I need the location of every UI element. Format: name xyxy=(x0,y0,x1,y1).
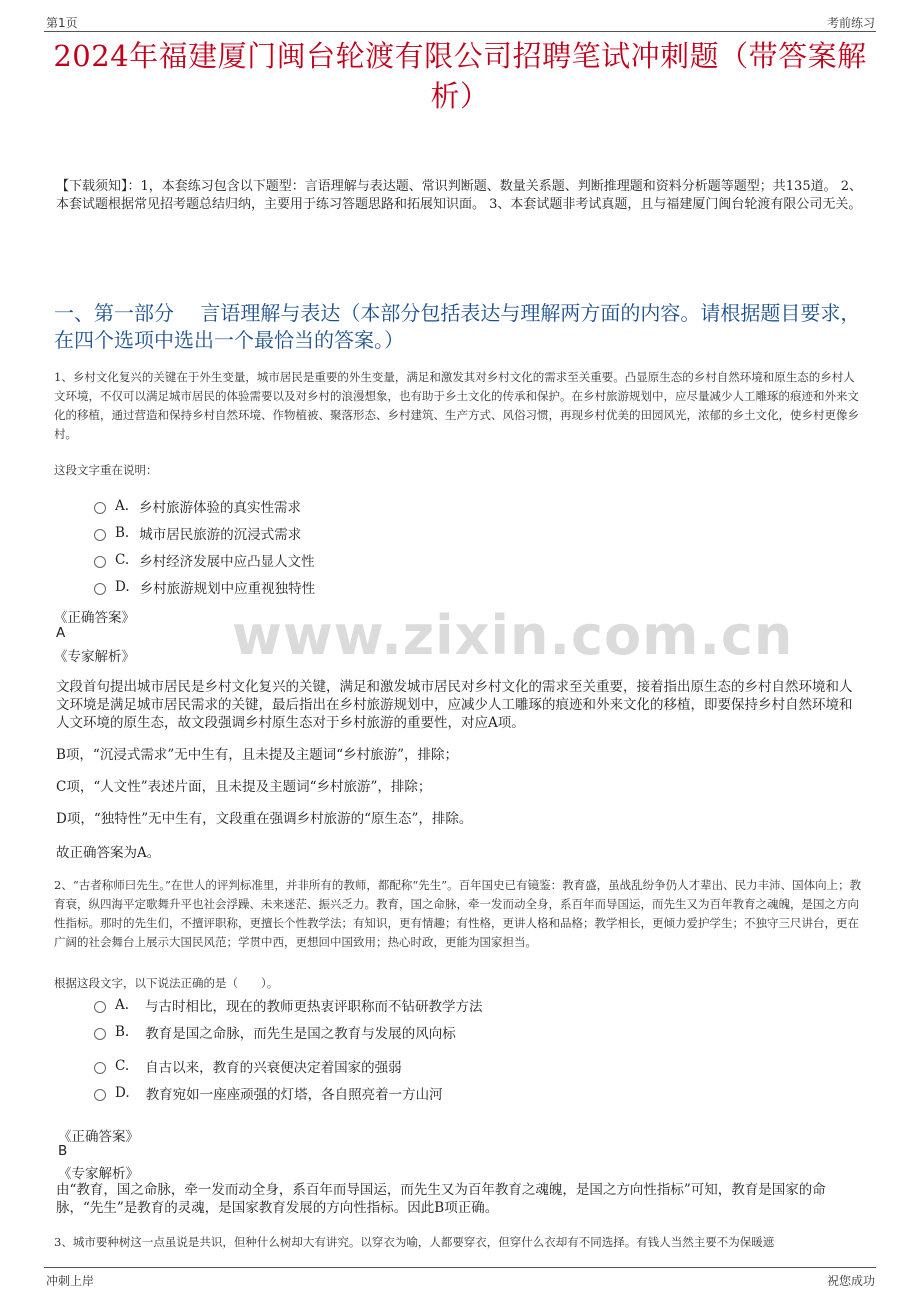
page-title: 2024年福建厦门闽台轮渡有限公司招聘笔试冲刺题（带答案解析） xyxy=(53,39,867,113)
q1-analysis-d: D项，“独特性”无中生有，文段重在强调乡村旅游的“原生态”，排除。 xyxy=(56,811,473,827)
q1-answer: A xyxy=(56,625,66,641)
radio-icon[interactable] xyxy=(94,556,106,568)
radio-icon[interactable] xyxy=(94,502,106,514)
q1-analysis-c: C项，“人文性”表述片面，且未提及主题词“乡村旅游”，排除； xyxy=(56,779,432,795)
q1-conclusion: 故正确答案为A。 xyxy=(56,845,161,861)
q2-analysis: 由“教育，国之命脉，牵一发而动全身，系百年而导国运，而先生又为百年教育之魂魄，是国之方向性指标”可知，教育是国家的命脉，“先生”是教育的灵魂，是国家教育发展的方向性指标。因此B项正确。 xyxy=(56,1182,826,1216)
q2-option-b[interactable]: B. 教育是国之命脉，而先生是国之教育与发展的风向标 xyxy=(94,1022,456,1042)
radio-icon[interactable] xyxy=(94,529,106,541)
q2-answer: B xyxy=(58,1143,68,1159)
q1-option-c[interactable]: C. 乡村经济发展中应凸显人文性 xyxy=(94,550,315,570)
q1-option-d[interactable]: D. 乡村旅游规划中应重视独特性 xyxy=(94,577,315,597)
q1-analysis-b: B项，“沉浸式需求”无中生有，且未提及主题词“乡村旅游”，排除； xyxy=(56,747,459,763)
header-rule xyxy=(44,31,876,32)
q1-option-b[interactable]: B. 城市居民旅游的沉浸式需求 xyxy=(94,523,301,543)
radio-icon[interactable] xyxy=(94,1028,106,1040)
q2-option-a[interactable]: A. 与古时相比，现在的教师更热衷评职称而不钻研教学方法 xyxy=(94,995,483,1015)
q2-option-c[interactable]: C. 自古以来，教育的兴衰便决定着国家的强弱 xyxy=(94,1056,402,1076)
q1-analysis-label: 《专家解析》 xyxy=(54,649,135,665)
page-number: 第1页 xyxy=(46,16,78,30)
footer-right: 祝您成功 xyxy=(826,1274,875,1288)
footer-left: 冲刺上岸 xyxy=(46,1274,95,1288)
watermark: www.zixin.com.cn xyxy=(232,604,794,667)
q1-answer-label: 《正确答案》 xyxy=(54,610,135,626)
radio-icon[interactable] xyxy=(94,1001,106,1013)
q1-analysis-main: 文段首句提出城市居民是乡村文化复兴的关键，满足和激发城市居民对乡村文化的需求至关重要，接着指出原生态的乡村自然环境和人文环境是满足城市居民需求的关键，最后指出在乡村旅游规划中，应减少人工雕琢的痕迹和外来文化的移植，即要保持乡村自然环境和人文环境的原生态，故文段强调乡村原生态对于乡村旅游的重要性，对应A项。 xyxy=(56,679,853,731)
question-2-prompt: 根据这段文字，以下说法正确的是（ ）。 xyxy=(54,976,279,990)
footer-rule xyxy=(44,1267,876,1268)
section-heading: 一、第一部分 言语理解与表达（本部分包括表达与理解两方面的内容。请根据题目要求，在四个选项中选出一个最恰当的答案。） xyxy=(54,301,861,352)
download-notice: 【下载须知】：1，本套练习包含以下题型：言语理解与表达题、常识判断题、数量关系题、判断推理题和资料分析题等题型；共135道。 2、本套试题根据常见招考题总结归纳，主要用于练习答题思路和拓展知识面。 3、本套试题非考试真题，且与福建厦门闽台轮渡有限公司无关。 xyxy=(56,179,862,212)
q2-option-d[interactable]: D. 教育宛如一座座顽强的灯塔，各自照亮着一方山河 xyxy=(94,1083,443,1103)
header-category: 考前练习 xyxy=(826,16,875,30)
question-3-stem: 3、城市要种树这一点虽说是共识，但种什么树却大有讲究。以穿衣为喻，人都要穿衣，但穿什么衣却有不同选择。有钱人当然主要不为保暖遮 xyxy=(54,1235,775,1249)
radio-icon[interactable] xyxy=(94,1089,106,1101)
question-2-stem: 2、“古者称师曰先生。”在世人的评判标准里，并非所有的教师，都配称“先生”。百年国史已有镜鉴：教育盛，虽战乱纷争仍人才辈出、民力丰沛、国体向上；教育衰，纵四海平定歌舞升平也社会浮躁、未来迷茫、振兴乏力。教育，国之命脉，牵一发而动全身，系百年而导国运，而先生又为百年教育之魂魄，是国之方向性指标。那时的先生们，不擅评职称，更擅长个性教学法；有知识，更有情趣；有性格，更讲人格和品格；教学相长，更倾力爱护学生；不独守三尺讲台，更在广阔的社会舞台上展示大国民风范；学贯中西，更想回中国致用；热心时政，更能为国家担当。 xyxy=(54,878,862,949)
radio-icon[interactable] xyxy=(94,583,106,595)
q1-option-a[interactable]: A. 乡村旅游体验的真实性需求 xyxy=(94,496,301,516)
question-1-stem: 1、乡村文化复兴的关键在于外生变量，城市居民是重要的外生变量，满足和激发其对乡村文化的需求至关重要。凸显原生态的乡村自然环境和原生态的乡村人文环境，不仅可以满足城市居民的体验需要以及对乡村的浪漫想象，也有助于乡土文化的传承和保护。在乡村旅游规划中，应尽量减少人工雕琢的痕迹和外来文化的移植，通过营造和保持乡村自然环境、作物植被、聚落形态、乡村建筑、生产方式、风俗习惯，再现乡村优美的田园风光，浓郁的乡土文化，使乡村更像乡村。 xyxy=(54,370,859,441)
question-1-prompt: 这段文字重在说明： xyxy=(54,463,158,477)
radio-icon[interactable] xyxy=(94,1062,106,1074)
q2-answer-label: 《正确答案》 xyxy=(58,1129,139,1145)
q2-analysis-label: 《专家解析》 xyxy=(58,1166,139,1182)
